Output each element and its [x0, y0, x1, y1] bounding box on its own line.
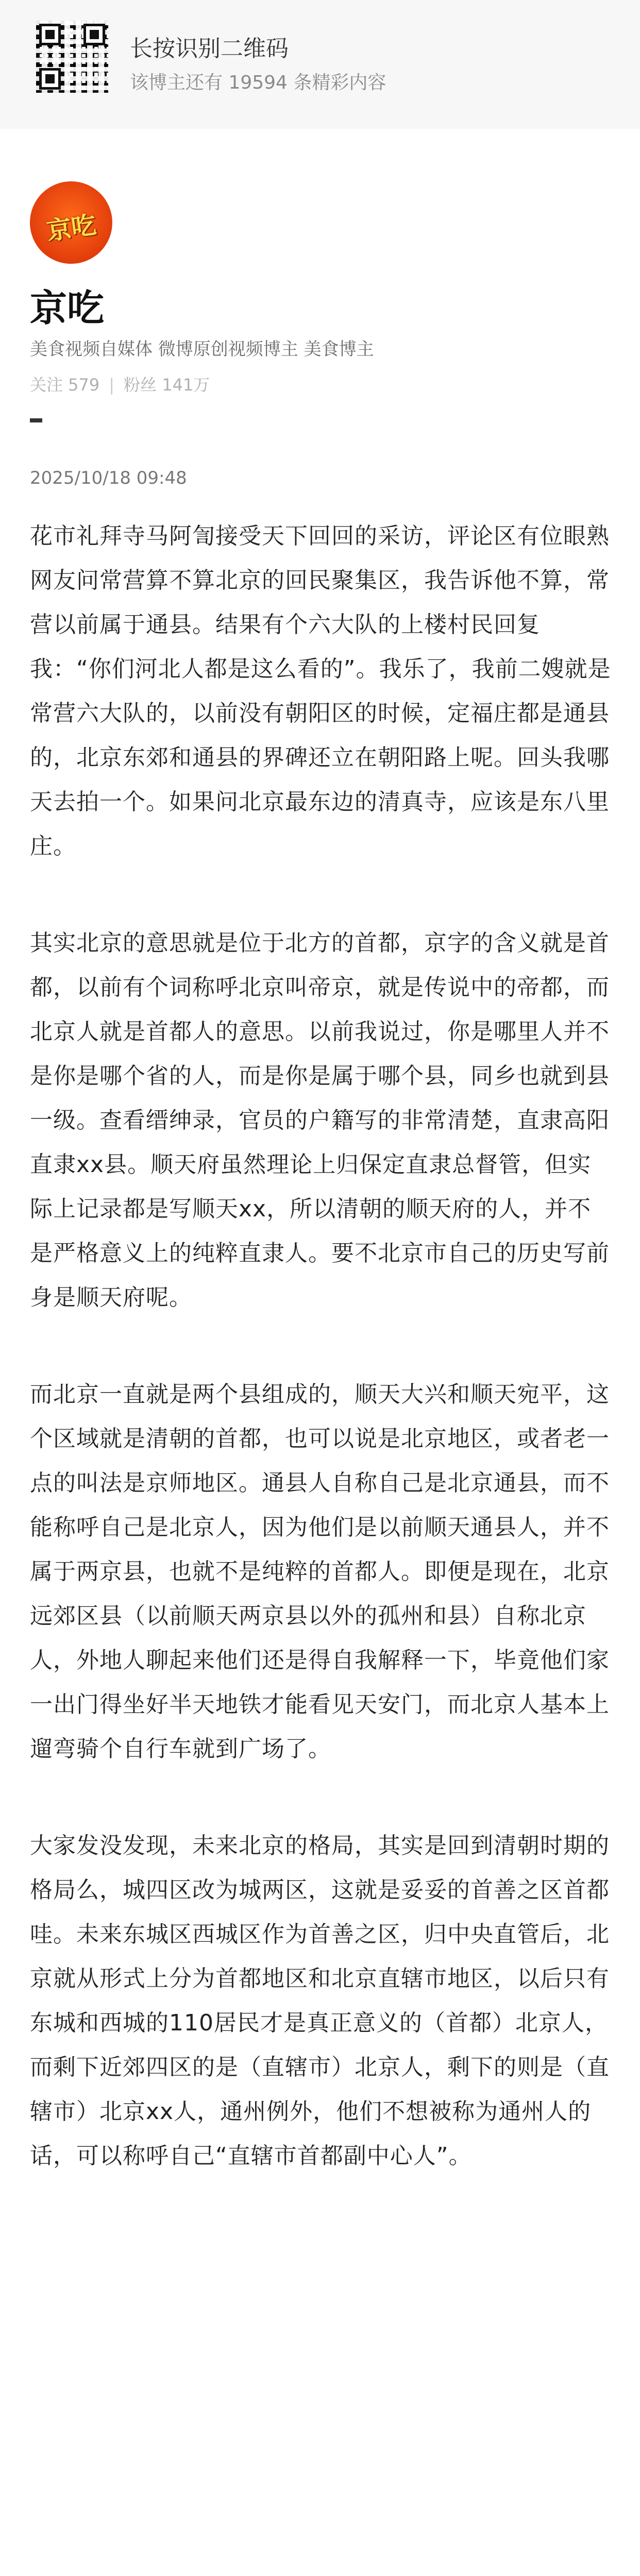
followers-count[interactable]: 粉丝 141万 [124, 375, 210, 395]
post-date: 2025/10/18 09:48 [30, 468, 187, 488]
paragraph: 而北京一直就是两个县组成的，顺天大兴和顺天宛平，这个区域就是清朝的首都，也可以说是北京地区，或者老一点的叫法是京师地区。通县人自称自己是北京通县，而不能称呼自己是北京人，因为他们是以前顺天通县人，并不属于两京县，也就不是纯粹的首都人。即便是现在，北京远郊区县（以前顺天两京县以外的孤州和县）自称北京人，外地人聊起来他们还是得自我解释一下，毕竟他们家一出门得坐好半天地铁才能看见天安门，而北京人基本上遛弯骑个自行车就到广场了。 [30, 1381, 610, 1762]
paragraph: 花市礼拜寺马阿訇接受天下回回的采访，评论区有位眼熟网友问常营算不算北京的回民聚集区，我告诉他不算，常营以前属于通县。结果有个六大队的上楼村民回复我：“你们河北人都是这么看的”。我乐了，我前二嫂就是常营六大队的，以前没有朝阳区的时候，定福庄都是通县的，北京东郊和通县的界碑还立在朝阳路上呢。回头我哪天去拍一个。如果问北京最东边的清真寺，应该是东八里庄。 [30, 523, 611, 859]
top-banner [0, 0, 640, 129]
post-body [30, 514, 612, 2231]
author-stats [30, 372, 210, 396]
paragraph: 大家发没发现，未来北京的格局，其实是回到清朝时期的格局么，城四区改为城两区，这就是妥妥的首善之区首都哇。未来东城区西城区作为首善之区，归中央直管后，北京就从形式上分为首都地区和北京直辖市地区，以后只有东城和西城的110居民才是真正意义的（首都）北京人，而剩下近郊四区的是（直辖市）北京人，剩下的则是（直辖市）北京xx人，通州例外，他们不想被称为通州人的话，可以称呼自己“直辖市首都副中心人”。 [30, 1833, 610, 2169]
banner-title: 长按识别二维码 [130, 36, 289, 62]
following-count[interactable]: 关注 579 [30, 375, 100, 395]
qr-code[interactable] [36, 21, 108, 93]
stats-separator: | [109, 375, 115, 395]
avatar-logo-text: 京吃 [45, 210, 98, 246]
section-divider [30, 418, 42, 422]
avatar[interactable] [30, 181, 112, 264]
post-actions [30, 2571, 203, 2576]
author-description: 美食视频自媒体 微博原创视频博主 美食博主 [30, 339, 374, 360]
banner-subtitle: 该博主还有 19594 条精彩内容 [130, 72, 386, 93]
paragraph: 其实北京的意思就是位于北方的首都，京字的含义就是首都，以前有个词称呼北京叫帝京，就是传说中的帝都，而北京人就是首都人的意思。以前我说过，你是哪里人并不是你是哪个省的人，而是你是属于哪个县，同乡也就到县一级。查看缙绅录，官员的户籍写的非常清楚，直隶高阳直隶xx县。顺天府虽然理论上归保定直隶总督管，但实际上记录都是写顺天xx，所以清朝的顺天府的人，并不是严格意义上的纯粹直隶人。要不北京市自己的历史写前身是顺天府呢。 [30, 930, 610, 1311]
author-name[interactable]: 京吃 [30, 286, 105, 330]
